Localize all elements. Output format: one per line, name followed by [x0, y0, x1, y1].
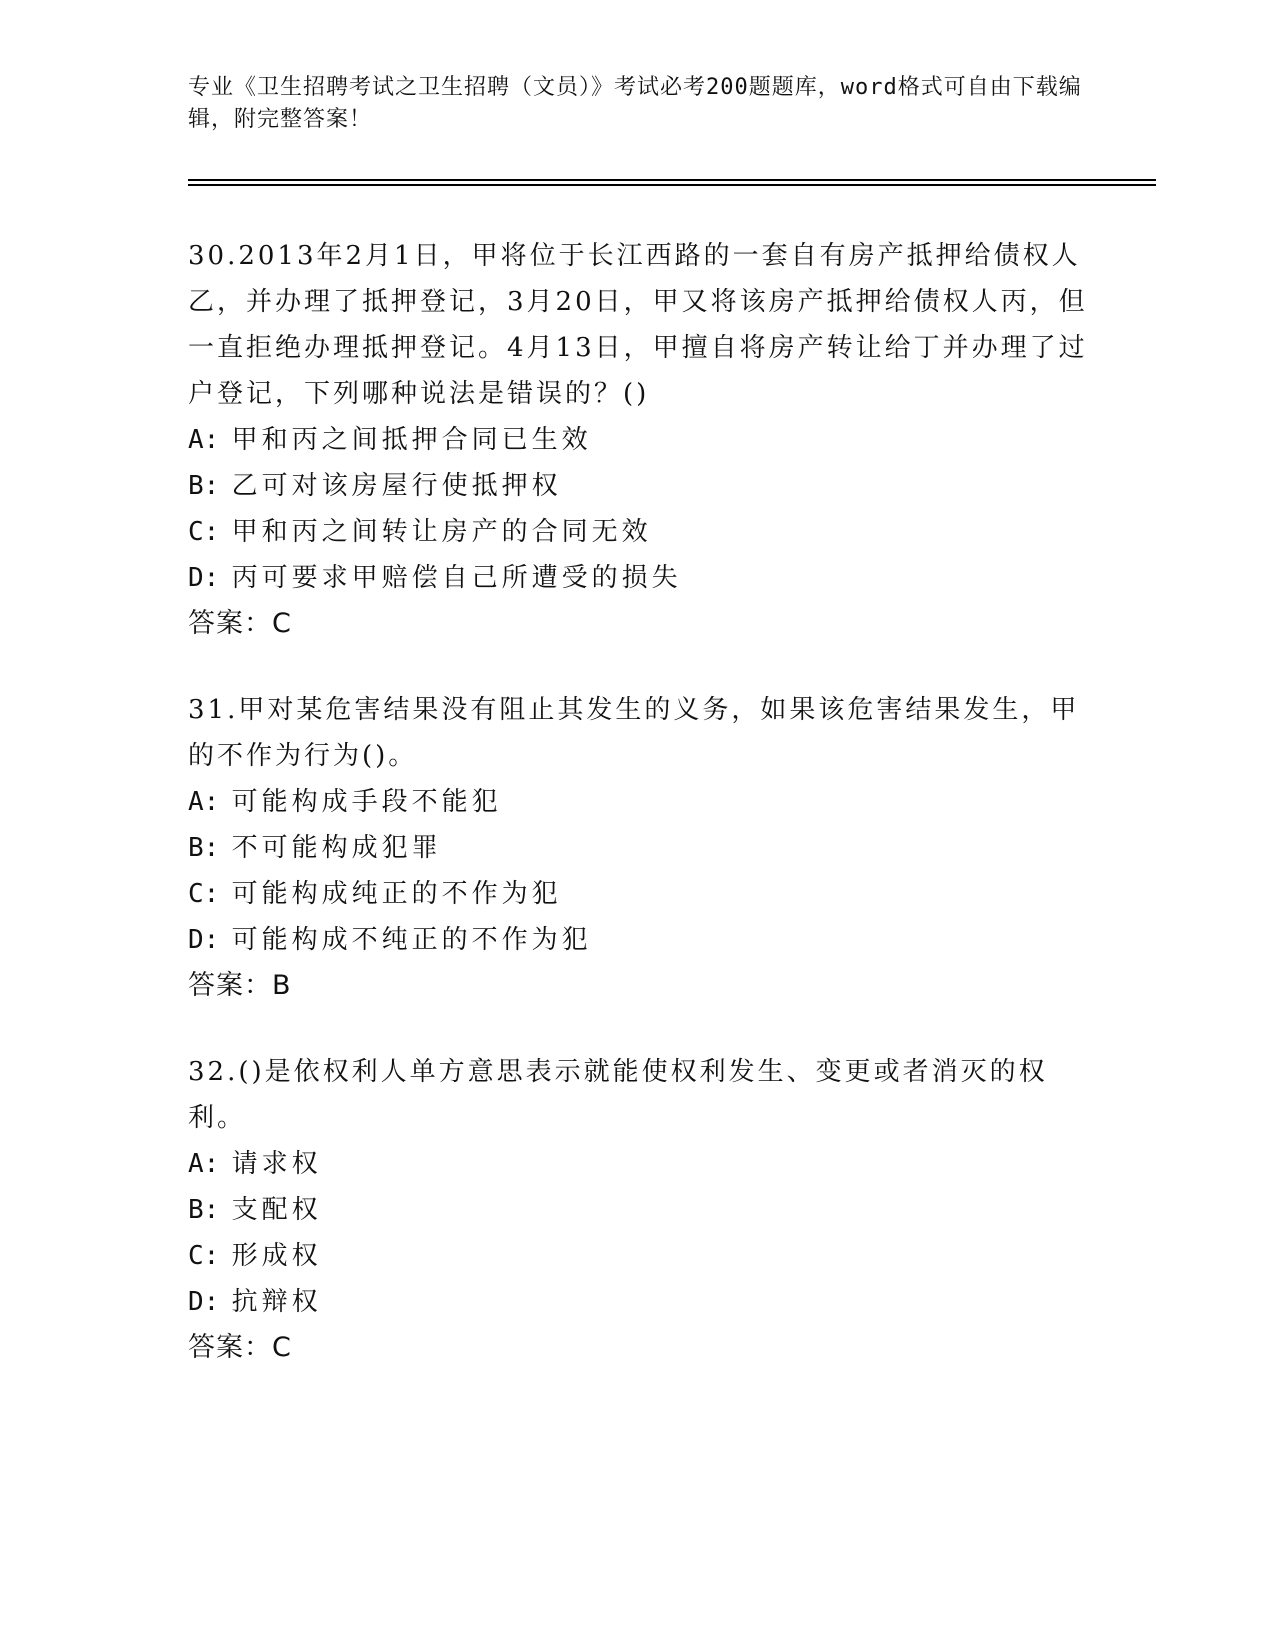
option-c	[188, 871, 1088, 917]
option-letter: C:	[188, 879, 220, 909]
option-c	[188, 1233, 1088, 1279]
option-b	[188, 1187, 1088, 1233]
question-31	[188, 687, 1088, 1009]
option-letter: A:	[188, 787, 220, 817]
option-letter: B:	[188, 833, 220, 863]
question-stem: 31.甲对某危害结果没有阻止其发生的义务，如果该危害结果发生，甲的不作为行为()。	[188, 695, 1080, 771]
option-letter: D:	[188, 1287, 220, 1317]
answer: 答案：C	[188, 608, 292, 639]
option-c	[188, 509, 1088, 555]
question-stem: 30.2013年2月1日，甲将位于长江西路的一套自有房产抵押给债权人乙，并办理了抵押登记，3月20日，甲又将该房产抵押给债权人丙，但一直拒绝办理抵押登记。4月13日，甲擅自将房产转让给丁并办理了过户登记，下列哪种说法是错误的？()	[188, 241, 1088, 409]
option-d	[188, 1279, 1088, 1325]
option-b	[188, 463, 1088, 509]
option-a	[188, 417, 1088, 463]
option-letter: B:	[188, 1195, 220, 1225]
question-32	[188, 1049, 1088, 1371]
answer: 答案：C	[188, 1332, 292, 1363]
answer: 答案：B	[188, 970, 292, 1001]
option-d	[188, 917, 1088, 963]
option-letter: D:	[188, 925, 220, 955]
option-letter: C:	[188, 1241, 220, 1271]
option-text: 支配权	[231, 1195, 322, 1225]
option-text: 请求权	[231, 1149, 322, 1179]
option-letter: C:	[188, 517, 220, 547]
option-letter: B:	[188, 471, 220, 501]
question-stem: 32.()是依权利人单方意思表示就能使权利发生、变更或者消灭的权利。	[188, 1057, 1048, 1133]
option-letter: D:	[188, 563, 220, 593]
option-text: 不可能构成犯罪	[231, 833, 442, 863]
option-letter: A:	[188, 425, 220, 455]
option-letter: A:	[188, 1149, 220, 1179]
option-a	[188, 1141, 1088, 1187]
header-divider-bottom	[188, 184, 1156, 186]
option-text: 抗辩权	[231, 1287, 322, 1317]
document-header: 专业《卫生招聘考试之卫生招聘（文员）》考试必考200题题库，word格式可自由下载编辑，附完整答案！	[188, 75, 1082, 132]
option-text: 甲和丙之间抵押合同已生效	[231, 425, 592, 455]
option-a	[188, 779, 1088, 825]
header-divider-top	[188, 179, 1156, 181]
option-d	[188, 555, 1088, 601]
option-b	[188, 825, 1088, 871]
option-text: 甲和丙之间转让房产的合同无效	[231, 517, 652, 547]
option-text: 可能构成纯正的不作为犯	[231, 879, 562, 909]
option-text: 可能构成不纯正的不作为犯	[231, 925, 592, 955]
option-text: 丙可要求甲赔偿自己所遭受的损失	[231, 563, 682, 593]
question-30	[188, 233, 1088, 647]
option-text: 可能构成手段不能犯	[231, 787, 502, 817]
option-text: 乙可对该房屋行使抵押权	[231, 471, 562, 501]
question-list	[188, 233, 1088, 1411]
option-text: 形成权	[231, 1241, 322, 1271]
